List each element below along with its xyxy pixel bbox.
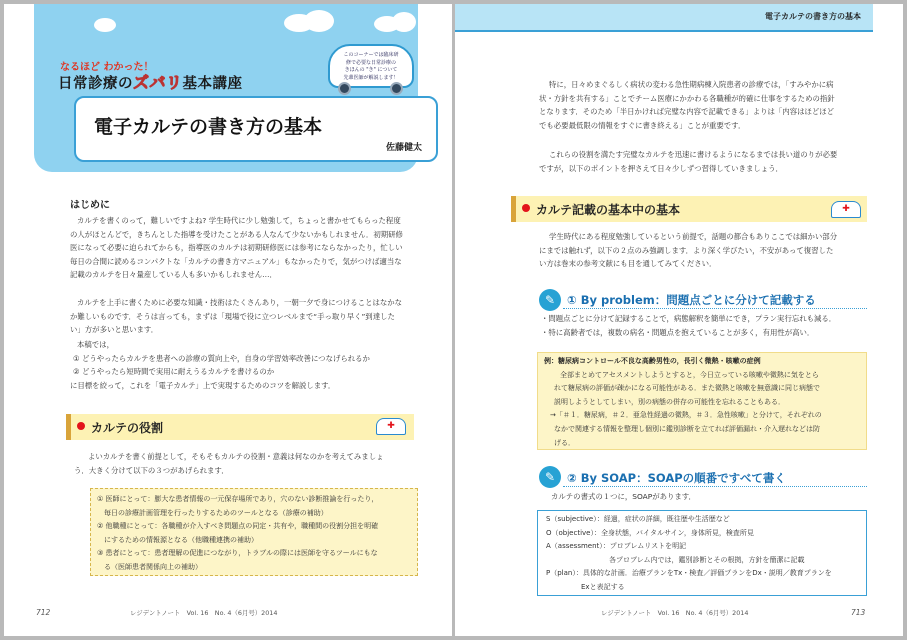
running-header: 電子カルテの書き方の基本 — [455, 4, 873, 30]
intro-heading: はじめに — [70, 200, 110, 211]
soap-list: S（subjective）：経過，症状の詳細，既往歴や生活歴など O（objective）：全身状態，バイタルサイン，身体所見，検査所見 A（assessment）：プロブレムリストを明記 各プロブレム内では，鑑別診断とその根拠，方針を簡潔に記載 P（plan）：具体的な計画．治療プランをTx・検査／評価プランをDx・説明／教育プランを Exと表記する — [546, 515, 832, 591]
series-subtitle: なるほど わかった！ — [60, 62, 154, 73]
cloud-icon — [94, 18, 116, 32]
ambulance-illustration: このコーナーでは臨床研 修で必要な日常診療の きほんの "き" について 先輩医師が解説します！ — [328, 44, 414, 88]
section-heading-bar — [511, 196, 867, 222]
wheel-icon — [338, 82, 351, 95]
series-banner — [34, 4, 422, 172]
ambulance-icon: ✚ — [376, 418, 406, 435]
by-problem-items: ・問題点ごとに分けて記録することで，病態解釈を簡単にでき，プラン実行忘れも減る． ・特に高齢者では，複数の病名・問題点を抱えていることが多く，有用性が高い． — [541, 314, 837, 337]
ambulance-icon: ✚ — [831, 201, 861, 218]
series-title: 日常診療のズバリ基本講座 — [58, 73, 243, 92]
page-number: 713 — [851, 608, 866, 617]
paragraph-1: 特に，日々めまぐるしく病状の変わる急性期病棟入院患者の診療では，「すみやかに病 状・方針を共有する」ことでチーム医療にかかわる各職種が的確に仕事をするための指針 となります．そのため「半日かければ完璧な内容で記載できる」よりは「内容はほどほど でも必要最低限の情報をすぐに書き終える」ことが重要です． — [539, 80, 835, 130]
paragraph-3: 学生時代にある程度勉強しているという前提で，話題の都合もありここでは細かい部分 にまでは触れず，以下の２点のみ強調します．より深く学びたい，不安があって復習した い方は巻末の参考文献にも目を通してみてください． — [539, 232, 838, 269]
section-heading: カルテの役割 — [91, 421, 164, 435]
pencil-icon: ✎ — [539, 466, 561, 488]
soap-box — [537, 510, 867, 596]
roles-list: ① 医師にとって：膨大な患者情報の一元保存場所であり，穴のない診断推論を行ったり， 毎日の診療計画管理を行ったりするためのツールとなる（診療の補助） ② 他職種にとって：各職種が介入すべき問題点の同定・共有や，職種間の役割分担を明確 にするための情報源となる（他職種連携の補助） ③ 患者にとって：患者理解の促進につながり，トラブルの際には医師を守るツールにもな る（医師患者関係向上の補助） — [97, 495, 379, 571]
title-box — [74, 96, 438, 162]
subheading-underline — [563, 486, 867, 487]
footer-text: レジデントノート Vol. 16 No. 4（6月号）2014 — [130, 609, 278, 617]
bullet-dot-icon — [77, 422, 85, 430]
page-number: 712 — [36, 608, 51, 617]
right-page — [455, 4, 903, 636]
left-page — [4, 4, 452, 636]
cloud-icon — [304, 10, 334, 32]
footer-text: レジデントノート Vol. 16 No. 4（6月号）2014 — [601, 609, 749, 617]
article-title: 電子カルテの書き方の基本 — [94, 116, 323, 138]
paragraph-2: これらの役割を満たす完璧なカルテを迅速に書けるようになるまでは長い道のりが必要 ですが，以下のポイントを押さえて日々少しずつ習得していきましょう． — [539, 150, 838, 173]
cloud-icon — [392, 12, 416, 32]
header-rule — [455, 30, 873, 32]
roles-box — [90, 488, 418, 576]
subheading-underline — [563, 308, 867, 309]
soap-lead: カルテの書式の１つに，SOAPがあります． — [551, 492, 696, 501]
bullet-dot-icon — [522, 204, 530, 212]
roles-intro: よいカルテを書く前提として，そもそもカルテの役割・意義は何なのかを考えてみましょ う．大きく分けて以下の３つがあげられます． — [74, 452, 384, 475]
section-heading: カルテ記載の基本中の基本 — [536, 203, 681, 217]
intro-paragraph-2: カルテを上手に書くために必要な知識・技術はたくさんあり，一朝一夕で身につけることはなかな か難しいものです．そうは言っても，まずは「現場で役に立つレベルまで“手っ取り早く”到達した い」方が多いと思います． — [70, 298, 403, 335]
author: 佐藤健太 — [385, 143, 422, 153]
section-heading-bar — [66, 414, 414, 440]
example-box — [537, 352, 867, 450]
pencil-icon: ✎ — [539, 289, 561, 311]
subheading-by-problem: ① By problem：問題点ごとに分けて記載する — [567, 293, 816, 307]
subheading-by-soap: ② By SOAP：SOAPの順番ですべて書く — [567, 471, 786, 485]
example-text: 例：糖尿病コントロール不良な高齢男性の，長引く微熱・咳嗽の症例 全部まとめてアセスメントしようとすると，今日立っている咳嗽や微熱に気をとら れて糖尿病の評価が疎かになる可能性がある．また微熱と咳嗽を無意識に同じ病態で 説明しようとしてしまい，別の病態の併存の可能性を忘れることもある． →「＃１．糖尿病，＃２．亜急性経過の微熱，＃３．急性咳嗽」と分けて，それぞれの なかで関連する情報を整理し個別に鑑別診断を立てれば評価漏れ・介入遅れなどは防 げる． — [544, 357, 822, 447]
intro-paragraph-1: カルテを書くのって，難しいですよね? 学生時代に少し勉強して，ちょっと書かせてもらった程度 の人がほとんどで，きちんとした指導を受けたことがある人なんて少ないかもしれません．初期研修 医になって必要に迫られてからも，指導医のカルテは初期研修医には参考にならなかったり，忙しい 毎日の合間に読めるコンパクトな「カルテの書き方マニュアル」もなかったりで，気がつけば適当な 記載のカルテを日々量産している人も多いかもしれません…． — [70, 216, 403, 280]
intro-paragraph-3: 本稿では， ① どうやったらカルテを患者への診療の質向上や，自身の学習効率改善につなげられるか ② どうやったら短時間で実用に耐えうるカルテを書けるのか に目標を絞って，これを「電子カルテ」上で実現するためのコツを解説します． — [70, 340, 370, 390]
wheel-icon — [390, 82, 403, 95]
